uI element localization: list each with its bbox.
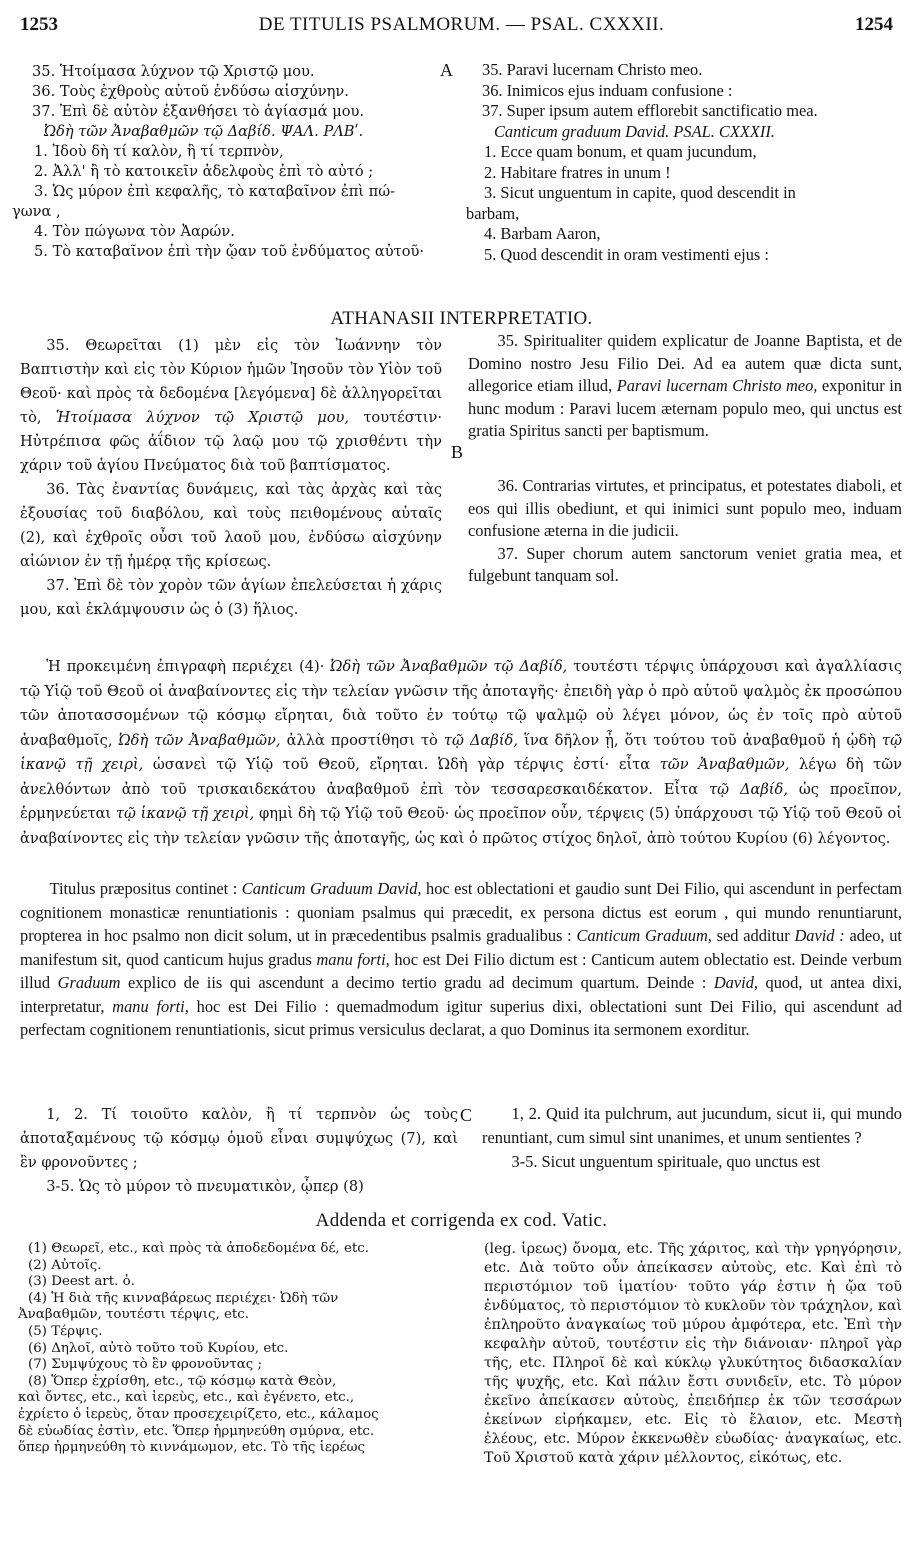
addenda-title: Addenda et corrigenda ex cod. Vatic.: [315, 1210, 608, 1231]
commentary-paragraph: 37. Super chorum autem sanctorum veniet gratia mea, et fulgebunt tanquam sol.: [468, 543, 902, 586]
verse-line: 5. Τὸ καταβαῖνον ἐπὶ τὴν ᾤαν τοῦ ἐνδύματος αὐτοῦ·: [34, 243, 425, 260]
page-number-left: 1253: [20, 14, 58, 35]
verse-line: 35. Ἡτοίμασα λύχνον τῷ Χριστῷ μου.: [32, 63, 315, 80]
page-number-right: 1254: [855, 14, 893, 35]
verse-line: 36. Inimicos ejus induam confusione :: [482, 80, 733, 100]
commentary-paragraph: 1, 2. Quid ita pulchrum, aut jucundum, sicut ii, qui mundo renuntiant, cum simul sint unanimes, et unum sentientes ?: [482, 1104, 902, 1147]
footnotes-left: [18, 1241, 458, 1457]
verse-line: 2. Habitare fratres in unum !: [484, 162, 671, 182]
verses-latin-column: [482, 1102, 902, 1174]
footnotes-right: [484, 1240, 902, 1468]
verse-line: 3. Ὡς μύρον ἐπὶ κεφαλῆς, τὸ καταβαῖνον ἐπὶ πώ-: [34, 183, 396, 200]
marker-c: C: [460, 1105, 473, 1125]
commentary-paragraph: 3-5. Ὡς τὸ μύρον τὸ πνευματικὸν, ᾧπερ (8): [46, 1178, 364, 1195]
psalm-heading-latin: Canticum graduum David. PSAL. CXXXII.: [494, 121, 775, 141]
footnote: δὲ εὐωδίας ἐστὶν, etc. Ὅπερ ἡρμηνεύθη σμύρνα, etc.: [18, 1423, 375, 1439]
athanasius-greek-column: [20, 334, 442, 622]
verse-line: 37. Ἐπὶ δὲ αὐτὸν ἐξανθήσει τὸ ἁγίασμά μου.: [32, 103, 364, 120]
footnote: (leg. ἱρεως) ὄνομα, etc. Τῆς χάριτος, καὶ τὴν γρηγόρησιν, etc. Διὰ τοῦτο οὖν ἀπείκασεν αὐτοὺς, etc. Καὶ ἐπὶ τὸ περιστόμιον τοῦ ἱματίου· τοῦτο γάρ ἐστιν ἡ ᾤα τοῦ ἐνδύματος, τὸ περιστόμιον τὸ κυκλοῦν τὸν τράχηλον, καὶ ἐπληροῦτο ἀναγκαίως τοῦ μύρου ἀμφότερα, etc. Ἐπὶ τὴν κεφαλὴν αὐτοῦ, τουτέστιν εἰς τὴν διάνοιαν· πληροῖ γὰρ τῆς, etc. Πληροῖ δὲ καὶ κύκλῳ γλυκύτητος διδασκαλίαν τῆς ψυχῆς, etc. Καὶ πάλιν ἔστι συνιδεῖν, etc. Τὸ μύρον ἐκεῖνο ἀπείκασεν αὐτοὺς, ἐπειδήπερ ἐκ τῶν τεσσάρων ἐκείνων εἰρήκαμεν, etc. Εἰς τὸ ἔλαιον, etc. Μεστὴ ἐλέους, etc. Μύρον ἐκκενωθὲν εὐωδίας· ἀναγκαίως, etc. Τοῦ Χριστοῦ κατὰ χάριν μέλλοντος, εἰκότως, etc.: [484, 1241, 902, 1466]
verse-line: 35. Paravi lucernam Christo meo.: [482, 60, 703, 79]
verse-line: 1. Ecce quam bonum, et quam jucundum,: [484, 142, 757, 161]
commentary-paragraph: 3-5. Sicut unguentum spirituale, quo unctus est: [511, 1152, 821, 1171]
footnote: ὅπερ ἡρμηνεύθη τὸ κιννάμωμον, etc. Τὸ τῆς ἱερέως: [18, 1440, 365, 1456]
athanasius-latin-column: [468, 330, 902, 588]
commentary-paragraph: Titulus præpositus continet : Canticum Graduum David, hoc est oblectationi et gaudio sunt Dei Filio, qui ascendunt in perfectam cognitionem monasticæ renuntiationis : quoniam psalmus qui præcedit, ex persona dictus est eorum , qui mundo renuntiarunt, propterea in hoc psalmo non dicit solum, ut in præcedentibus psalmis gradualibus : Canticum Graduum, sed additur David : adeo, ut manifestum sit, quod canticum hujus gradus manu forti, hoc est Dei Filio dictum est : Canticum autem oblectatio est. Deinde verbum illud Graduum explico de iis qui ascendunt a decimo tertio gradu ad decimum quartum. Deinde : David, quod, ut antea dixi, interpretatur, manu forti, hoc est Dei Filio : quemadmodum igitur superius dixi, oblectationi sunt Dei Filio, qui ascendunt ad perfectam cognitionem renuntiationis, sicut primus versiculus declarat, a quo Dominus ita sermonem exorditur.: [20, 879, 903, 1039]
verse-line: 4. Barbam Aaron,: [484, 224, 601, 243]
footnote: (5) Τέρψις.: [28, 1323, 103, 1339]
footnote: (1) Θεωρεῖ, etc., καὶ πρὸς τὰ ἀποδεδομένα δέ, etc.: [28, 1241, 370, 1256]
verse-line: 4. Τὸν πώγωνα τὸν Ἀαρών.: [34, 223, 235, 240]
commentary-paragraph: 35. Spiritualiter quidem explicatur de Joanne Baptista, et de Domino nostro Jesu Filio Dei. Ad ea autem quæ dicta sunt, allegorice etiam illud, Paravi lucernam Christo meo, exponitur in hunc modum : Paravi lucem æternam populo meo, qui unctus est gratia Spiritus sancti per baptismum.: [468, 331, 902, 441]
footnote: (6) Δηλοῖ, αὐτὸ τοῦτο τοῦ Κυρίου, etc.: [28, 1340, 289, 1356]
full-latin-commentary: [20, 877, 902, 1042]
verse-line: γωνα ,: [12, 203, 61, 220]
footnote: Ἀναβαθμῶν, τουτέστι τέρψις, etc.: [18, 1307, 250, 1323]
running-title: DE TITULIS PSALMORUM. — PSAL. CXXXII.: [258, 14, 665, 35]
commentary-paragraph: 35. Θεωρεῖται (1) μὲν εἰς τὸν Ἰωάννην τὸν Βαπτιστὴν καὶ εἰς τὸν Κύριον ἡμῶν Ἰησοῦν τὸν Υἱὸν τοῦ Θεοῦ· καὶ πρὸς τὰ δεδομένα [λεγόμενα] δὲ ἀλληγορεῖται τὸ, Ἡτοίμασα λύχνον τῷ Χριστῷ μου, τουτέστιν· Ηὐτρέπισα φῶς ἀΐδιον τῷ λαῷ μου τῷ χρισθέντι τὴν χάριν τοῦ ἁγίου Πνεύματος διὰ τοῦ βαπτίσματος.: [20, 337, 442, 474]
footnote: (3) Deest art. ὁ.: [28, 1274, 135, 1290]
verse-line: 3. Sicut unguentum in capite, quod descendit in: [484, 183, 796, 202]
verse-line: 37. Super ipsum autem efflorebit sanctificatio mea.: [482, 101, 818, 120]
commentary-paragraph: 36. Τὰς ἐναντίας δυνάμεις, καὶ τὰς ἀρχὰς καὶ τὰς ἐξουσίας τοῦ διαβόλου, καὶ τοὺς πειθομένους αὐταῖς (2), καὶ ἐχθροῖς οὖσι τοῦ λαοῦ μου, ἐνδύσω αἰσχύνην αἰώνιον ἐν τῇ ἡμέρᾳ τῆς κρίσεως.: [20, 481, 442, 570]
verse-line: 5. Quod descendit in oram vestimenti ejus :: [484, 244, 769, 264]
marker-a: A: [440, 60, 453, 80]
footnote: (4) Ἡ διὰ τῆς κινναβάρεως περιέχει· Ὠδὴ τῶν: [28, 1290, 339, 1306]
verse-line: 1. Ἰδοὺ δὴ τί καλὸν, ἢ τί τερπνὸν,: [34, 143, 284, 160]
verse-line: 2. Ἀλλ' ἢ τὸ κατοικεῖν ἀδελφοὺς ἐπὶ τὸ αὐτό ;: [34, 163, 374, 180]
footnote: (7) Συμψύχους τὸ ἓν φρονοῦντας ;: [28, 1357, 263, 1373]
top-greek-column: [12, 62, 442, 262]
footnote: (8) Ὅπερ ἐχρίσθη, etc., τῷ κόσμῳ κατὰ Θεὸν,: [28, 1373, 337, 1389]
verses-greek-column: [20, 1103, 458, 1199]
footnote: ἐχρίετο ὁ ἱερεὺς, ὅταν προσεχειρίζετο, etc., κάλαμος: [18, 1406, 379, 1422]
psalm-heading-greek: Ὠδὴ τῶν Ἀναβαθμῶν τῷ Δαβίδ. ΨΑΛ. ΡΛΒʹ.: [44, 123, 364, 140]
full-greek-commentary: [20, 655, 902, 851]
section-title: ATHANASII INTERPRETATIO.: [330, 308, 593, 329]
commentary-paragraph: 36. Contrarias virtutes, et principatus, et potestates diaboli, et eos qui illis obediunt, et qui inimici sunt populo meo, induam confusione æterna in die judicii.: [468, 475, 902, 541]
verse-line: barbam,: [466, 203, 520, 223]
footnote: (2) Αὐτοῖς.: [28, 1257, 102, 1273]
commentary-paragraph: Ἡ προκειμένη ἐπιγραφὴ περιέχει (4)· Ὠδὴ τῶν Ἀναβαθμῶν τῷ Δαβίδ, τουτέστι τέρψις ὑπάρχουσι καὶ ἀγαλλίασις τῷ Υἱῷ τοῦ Θεοῦ οἱ ἀναβαίνοντες εἰς τὴν τελείαν γνῶσιν τῆς ἀποταγῆς· ἐπειδὴ γὰρ ὁ πρὸ αὐτοῦ ψαλμὸς ἐκ προσώπου τῶν ἀποτασσομένων τῷ κόσμῳ εἴρηται, διὰ τοῦτο ἐν τούτῳ τῷ ψαλμῷ οὐ λέγει μόνον, ὡς ἐν τοῖς πρὸ αὐτοῦ ἀναβαθμοῖς, Ὠδὴ τῶν Ἀναβαθμῶν, ἀλλὰ προστίθησι τὸ τῷ Δαβίδ, ἵνα δῆλον ᾖ, ὅτι τούτου τοῦ ἀναβαθμοῦ ἡ ᾠδὴ τῷ ἱκανῷ τῇ χειρὶ, ὡσανεὶ τῷ Υἱῷ τοῦ Θεοῦ, εἴρηται. Ὠδὴ γὰρ τέρψις ἐστί· εἶτα τῶν Ἀναβαθμῶν, λέγω δὴ τῶν ἀνελθόντων ἀπὸ τοῦ τρισκαιδεκάτου ἀναβαθμοῦ ἐπὶ τὸν τεσσαρεσκαιδέκατον. Εἶτα τῷ Δαβίδ, ὡς προεῖπον, ἑρμηνεύεται τῷ ἱκανῷ τῇ χειρὶ, φημὶ δὴ τῷ Υἱῷ τοῦ Θεοῦ· ὡς προεῖπον οὖν, τέρψεις (5) ὑπάρχουσι τῷ Υἱῷ τοῦ Θεοῦ οἱ ἀναβαίνοντες εἰς τὴν τελείαν γνῶσιν τῆς ἀποταγῆς, ὡς καὶ ὁ πρῶτος στίχος δηλοῖ, ἀπὸ τούτου Κυρίου (6) λέγοντος.: [20, 658, 903, 847]
marker-b: B: [451, 442, 464, 462]
footnote: καὶ ὄντες, etc., καὶ ἱερεὺς, etc., καὶ ἐγένετο, etc.,: [18, 1390, 355, 1406]
top-latin-column: [466, 60, 902, 265]
verse-line: 36. Τοὺς ἐχθροὺς αὐτοῦ ἐνδύσω αἰσχύνην.: [32, 83, 349, 100]
commentary-paragraph: 37. Ἐπὶ δὲ τὸν χορὸν τῶν ἁγίων ἐπελεύσεται ἡ χάρις μου, καὶ ἐκλάμψουσιν ὡς ὁ (3) ἥλιος.: [20, 577, 442, 618]
commentary-paragraph: 1, 2. Τί τοιοῦτο καλὸν, ἢ τί τερπνὸν ὡς τοὺς ἀποταξαμένους τῷ κόσμῳ ὁμοῦ εἶναι συμψύχως (7), καὶ ἓν φρονοῦντες ;: [20, 1106, 458, 1171]
